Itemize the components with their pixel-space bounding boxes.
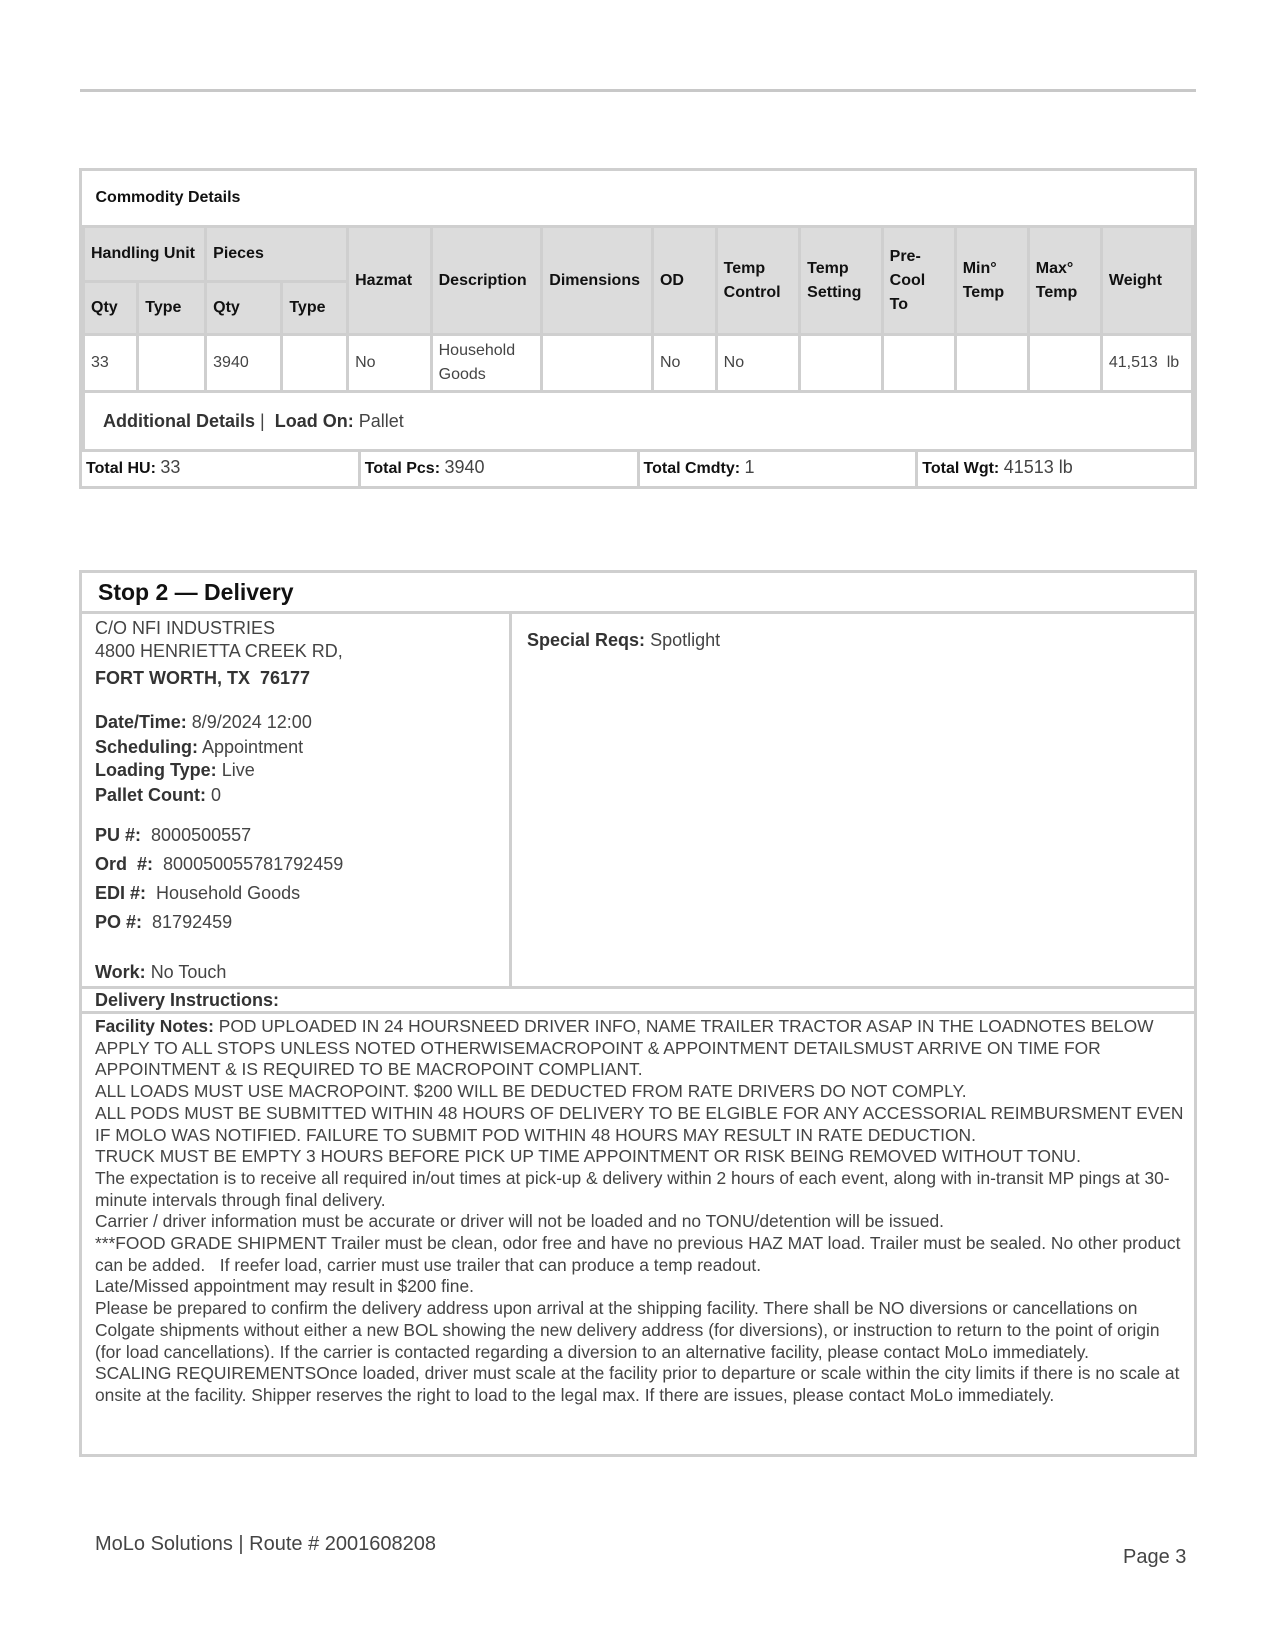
- table-row: [84, 335, 1193, 392]
- ord-label: Ord #:: [95, 854, 154, 874]
- cell-pcs-type: [282, 335, 348, 392]
- po-number: [95, 908, 509, 937]
- cell-max-temp: [1028, 335, 1101, 392]
- note-line: Please be prepared to confirm the delivery address upon arrival at the shipping facility. There shall be NO diversions or cancellations on Colgate shipments without either a new BOL showing the new delivery address (for diversions), or instruction to return to the point of origin (for load cancellations). If the carrier is contacted regarding a diversion to an alternative facility, please contact MoLo immediately.: [95, 1298, 1160, 1362]
- edi-value: Household Goods: [156, 883, 301, 903]
- ord-number: [95, 850, 509, 879]
- header-min-temp: Min° Temp: [955, 227, 1028, 335]
- cell-min-temp: [955, 335, 1028, 392]
- loading-type: [95, 759, 509, 782]
- total-wgt-value: 41513 lb: [1003, 457, 1073, 477]
- header-pre-cool-to: Pre-Cool To: [882, 227, 955, 335]
- header-pieces: Pieces: [206, 227, 348, 282]
- header-handling-unit: Handling Unit: [84, 227, 206, 282]
- header-dimensions: Dimensions: [542, 227, 653, 335]
- cell-od: No: [652, 335, 716, 392]
- stop-2-section: [79, 570, 1197, 1457]
- commodity-title: Commodity Details: [84, 171, 1193, 227]
- total-wgt-label: Total Wgt:: [922, 460, 1000, 477]
- cell-weight: 41,513 lb: [1101, 335, 1192, 392]
- total-hu-value: 33: [160, 457, 181, 477]
- header-rule: [80, 89, 1196, 92]
- load-on-value: Pallet: [358, 410, 404, 431]
- header-pcs-type: Type: [282, 282, 348, 335]
- page-number: Page 3: [1123, 1546, 1187, 1568]
- work-label: Work:: [95, 962, 146, 982]
- commodity-details-table: [79, 168, 1197, 489]
- cell-hu-type: [138, 335, 206, 392]
- additional-details-label: Additional Details: [103, 410, 256, 431]
- pallet-count-value: 0: [211, 785, 222, 805]
- total-cmdty: [640, 452, 919, 486]
- total-pcs-label: Total Pcs:: [364, 460, 441, 477]
- header-temp-setting: Temp Setting: [800, 227, 882, 335]
- special-requirements: [512, 614, 1194, 986]
- po-value: 81792459: [152, 912, 233, 932]
- pallet-count: [95, 784, 509, 807]
- scheduling-label: Scheduling:: [95, 737, 198, 757]
- header-max-temp: Max° Temp: [1028, 227, 1101, 335]
- cell-temp-setting: [800, 335, 882, 392]
- edi-label: EDI #:: [95, 883, 147, 903]
- cell-pre-cool-to: [882, 335, 955, 392]
- ord-value: 800050055781792459: [163, 854, 344, 874]
- address-line-1: C/O NFI INDUSTRIES: [95, 618, 276, 638]
- load-on-label: Load On:: [274, 410, 354, 431]
- note-line: POD UPLOADED IN 24 HOURSNEED DRIVER INFO, NAME TRAILER TRACTOR ASAP IN THE LOADNOTES BELOW APPLY TO ALL STOPS UNLESS NOTED OTHERWISEMACROPOINT & APPOINTMENT DETAILSMUST ARRIVE ON TIME FOR APPOINTMENT & IS REQUIRED TO BE MACROPOINT COMPLIANT.: [95, 1016, 1154, 1080]
- work-value: No Touch: [150, 962, 227, 982]
- facility-notes-label: Facility Notes:: [95, 1016, 214, 1036]
- cell-description: Household Goods: [431, 335, 542, 392]
- total-hu-label: Total HU:: [86, 460, 156, 477]
- facility-notes: [82, 1014, 1194, 1407]
- pu-label: PU #:: [95, 825, 142, 845]
- datetime-value: 8/9/2024 12:00: [191, 712, 312, 732]
- total-hu: [82, 452, 361, 486]
- note-line: The expectation is to receive all required in/out times at pick-up & delivery within 2 hours of each event, along with in-transit MP pings at 30-minute intervals through final delivery.: [95, 1167, 1170, 1210]
- additional-details: [84, 392, 1193, 451]
- note-line: ALL LOADS MUST USE MACROPOINT. $200 WILL BE DEDUCTED FROM RATE DRIVERS DO NOT COMPLY.: [95, 1081, 967, 1102]
- total-pcs: [361, 452, 640, 486]
- total-cmdty-value: 1: [744, 457, 755, 477]
- header-description: Description: [431, 227, 542, 335]
- loading-type-value: Live: [221, 760, 255, 780]
- datetime-label: Date/Time:: [95, 712, 187, 732]
- header-pcs-qty: Qty: [206, 282, 282, 335]
- cell-pcs-qty: 3940: [206, 335, 282, 392]
- totals-row: [82, 452, 1194, 486]
- header-od: OD: [652, 227, 716, 335]
- note-line: ALL PODS MUST BE SUBMITTED WITHIN 48 HOURS OF DELIVERY TO BE ELGIBLE FOR ANY ACCESSORIAL REIMBURSMENT EVEN IF MOLO WAS NOTIFIED. FAILURE TO SUBMIT POD WITHIN 48 HOURS MAY RESULT IN RATE DEDUCTION.: [95, 1102, 1184, 1145]
- header-hu-qty: Qty: [84, 282, 138, 335]
- stop-title: Stop 2 — Delivery: [82, 573, 1194, 614]
- special-reqs-value: Spotlight: [650, 630, 721, 650]
- pu-value: 8000500557: [151, 825, 252, 845]
- note-line: TRUCK MUST BE EMPTY 3 HOURS BEFORE PICK UP TIME APPOINTMENT OR RISK BEING REMOVED WITHOUT TONU.: [95, 1146, 1081, 1167]
- cell-hazmat: No: [348, 335, 432, 392]
- total-pcs-value: 3940: [444, 457, 485, 477]
- edi-number: [95, 879, 509, 908]
- total-cmdty-label: Total Cmdty:: [643, 460, 741, 477]
- loading-type-label: Loading Type:: [95, 760, 217, 780]
- pallet-count-label: Pallet Count:: [95, 785, 206, 805]
- scheduling: [95, 736, 509, 759]
- cell-dimensions: [542, 335, 653, 392]
- work: [95, 961, 226, 984]
- footer-route: MoLo Solutions | Route # 2001608208: [95, 1533, 437, 1555]
- datetime: [95, 711, 509, 734]
- cell-temp-control: No: [716, 335, 800, 392]
- address-line-2: 4800 HENRIETTA CREEK RD,: [95, 641, 343, 661]
- header-temp-control: Temp Control: [716, 227, 800, 335]
- header-hu-type: Type: [138, 282, 206, 335]
- po-label: PO #:: [95, 912, 143, 932]
- note-line: Carrier / driver information must be accurate or driver will not be loaded and no TONU/detention will be issued.: [95, 1211, 945, 1232]
- pu-number: [95, 821, 509, 850]
- note-line: SCALING REQUIREMENTSOnce loaded, driver must scale at the facility prior to departure or scale within the city limits if there is no scale at onsite at the facility. Shipper reserves the right to load to the legal max. If there are issues, please contact MoLo immediately.: [95, 1363, 1180, 1405]
- note-line: Late/Missed appointment may result in $200 fine.: [95, 1276, 474, 1297]
- cell-hu-qty: 33: [84, 335, 138, 392]
- header-hazmat: Hazmat: [348, 227, 432, 335]
- city-state-zip: FORT WORTH, TX 76177: [95, 668, 311, 688]
- note-line: ***FOOD GRADE SHIPMENT Trailer must be clean, odor free and have no previous HAZ MAT load. Trailer must be sealed. No other product can be added. If reefer load, carrier must use trailer that can produce a temp readout.: [95, 1233, 1186, 1275]
- stop-details: [82, 614, 512, 986]
- delivery-instructions-title: Delivery Instructions:: [82, 989, 1194, 1014]
- header-weight: Weight: [1101, 227, 1192, 335]
- total-wgt: [918, 452, 1194, 486]
- special-reqs-label: Special Reqs:: [527, 630, 646, 650]
- additional-details-separator: |: [260, 410, 265, 431]
- scheduling-value: Appointment: [202, 737, 304, 757]
